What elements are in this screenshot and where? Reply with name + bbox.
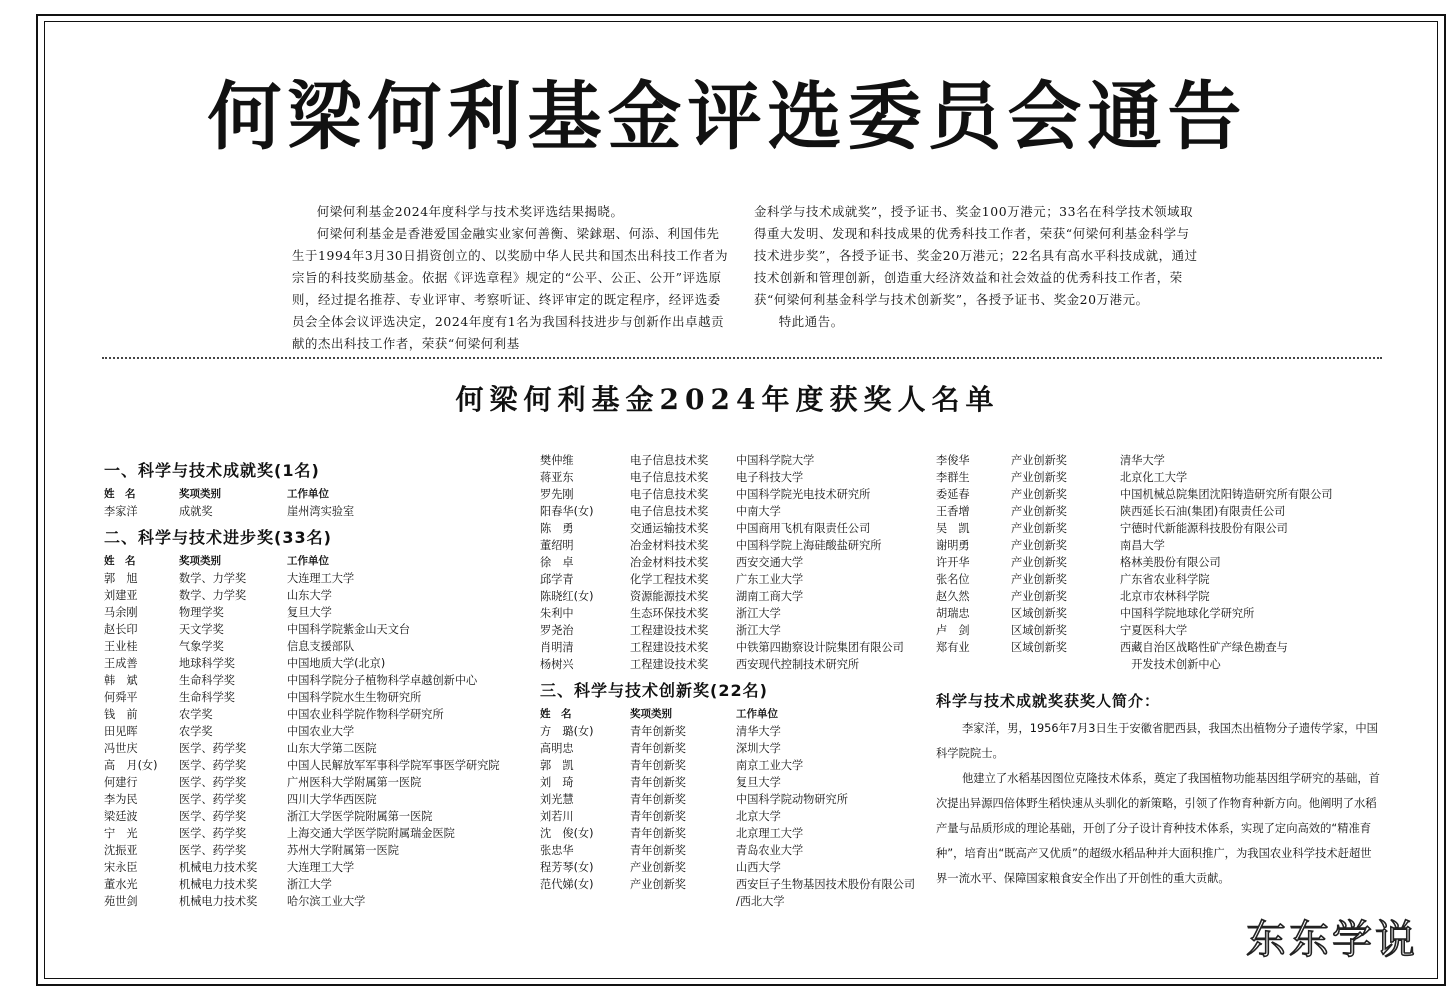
cell-category: 数学、力学奖 [179,572,247,585]
table-row [540,469,925,486]
table-row [936,571,1386,588]
table-row [540,842,925,859]
cell-category: 农学奖 [179,725,213,738]
table-row [936,656,1386,673]
cell-name: 樊仲维 [540,454,574,467]
table-row [104,740,524,757]
cell-unit: 中国人民解放军军事科学院军事医学研究院 [287,759,500,772]
cell-unit: 中国商用飞机有限责任公司 [736,522,871,535]
cell-category: 青年创新奖 [630,793,686,806]
table-row [936,605,1386,622]
cell-category: 产业创新奖 [1011,590,1067,603]
bio-title: 科学与技术成就奖获奖人简介： [936,692,1161,710]
cell-category: 医学、药学奖 [179,759,247,772]
cell-unit: 复旦大学 [736,776,781,789]
bio-paragraph: 李家洋，男，1956年7月3日生于安徽省肥西县，我国杰出植物分子遗传学家，中国科学院院士。 [936,722,1378,760]
cell-unit: 北京大学 [736,810,781,823]
table-row [540,452,925,469]
cell-category: 产业创新奖 [1011,522,1067,535]
cell-name: 陈 勇 [540,522,574,535]
cell-category: 电子信息技术奖 [630,488,709,501]
cell-name: 马余刚 [104,606,138,619]
table-row [936,588,1386,605]
table-row [540,588,925,605]
cell-unit: 浙江大学 [287,878,332,891]
cell-name: 李俊华 [936,454,970,467]
cell-category: 工程建设技术奖 [630,624,709,637]
header-name: 姓 名 [104,555,136,567]
cell-category: 产业创新奖 [1011,573,1067,586]
cell-name: 蒋亚东 [540,471,574,484]
progress-table [104,553,524,910]
table-row [104,604,524,621]
cell-category: 青年创新奖 [630,810,686,823]
cell-name: 沈 俊(女) [540,827,594,840]
header-unit: 工作单位 [736,708,778,720]
table-row [104,706,524,723]
cell-name: 李群生 [936,471,970,484]
cell-name: 朱利中 [540,607,574,620]
section-title-progress: 二、科学与技术进步奖(33名) [104,528,332,547]
cell-category: 产业创新奖 [1011,471,1067,484]
table-row [936,537,1386,554]
cell-category: 气象学奖 [179,640,224,653]
cell-unit: 山东大学 [287,589,332,602]
innovation-rows [540,723,925,910]
cell-unit: 中国科学院光电技术研究所 [736,488,871,501]
cell-unit: 中国科学院大学 [736,454,815,467]
cell-unit: 北京化工大学 [1120,471,1188,484]
header-name: 姓 名 [104,488,136,500]
cell-name: 王成善 [104,657,138,670]
cell-name: 何建行 [104,776,138,789]
table-row [104,876,524,893]
cell-unit: 中国科学院动物研究所 [736,793,848,806]
table-row [936,554,1386,571]
cell-name: 李为民 [104,793,138,806]
cell-name: 赵久然 [936,590,970,603]
cell-name: 肖明清 [540,641,574,654]
cell-name: 韩 斌 [104,674,138,687]
cell-category: 青年创新奖 [630,844,686,857]
cell-name: 董绍明 [540,539,574,552]
cell-name: 宁 光 [104,827,138,840]
cell-unit: 青岛农业大学 [736,844,804,857]
cell-name: 高 月(女) [104,759,158,772]
achievement-rows [104,503,524,520]
cell-category: 产业创新奖 [1011,488,1067,501]
table-row [936,469,1386,486]
cell-name: 郑有业 [936,641,970,654]
cell-unit: 浙江大学 [736,607,781,620]
innovation-table-continued [936,452,1386,673]
intro-paragraph: 何梁何利基金是香港爱国金融实业家何善衡、梁銶琚、何添、利国伟先生于1994年3月30日捐资创立的、以奖励中华人民共和国杰出科技工作者为宗旨的科技奖励基金。依据《评选章程》规定的“公平、公正、公开”评选原则，经过提名推荐、专业评审、考察听证、终评审定的既定程序，经评选委员会全体会议评选决定，2024年度有1名为我国科技进步与创新作出卓越贡献的杰出科技工作者，荣获“何梁何利基 [292,226,729,351]
table-row [104,893,524,910]
cell-unit: 清华大学 [1120,454,1165,467]
table-row [540,774,925,791]
table-row [540,622,925,639]
table-row [540,740,925,757]
cell-category: 区域创新奖 [1011,607,1067,620]
cell-unit: 四川大学华西医院 [287,793,377,806]
cell-unit: 崖州湾实验室 [287,505,355,518]
cell-name: 赵长印 [104,623,138,636]
cell-unit: 中南大学 [736,505,781,518]
cell-unit: 南京工业大学 [736,759,804,772]
cell-category: 医学、药学奖 [179,793,247,806]
cell-unit: /西北大学 [736,895,785,908]
cell-name: 范代娣(女) [540,878,594,891]
cell-unit: 北京理工大学 [736,827,804,840]
cell-name: 卢 剑 [936,624,970,637]
table-header [540,706,925,723]
cell-category: 产业创新奖 [1011,505,1067,518]
cell-name: 刘建亚 [104,589,138,602]
table-row [540,893,925,910]
cell-name: 胡瑞忠 [936,607,970,620]
header-category: 奖项类别 [630,708,672,720]
intro-closing: 特此通告。 [778,314,844,329]
section-title-innovation: 三、科学与技术创新奖(22名) [540,681,768,700]
cell-name: 张忠华 [540,844,574,857]
cell-unit: 西藏自治区战略性矿产绿色勘查与 [1120,641,1288,654]
cell-name: 许开华 [936,556,970,569]
table-row [104,859,524,876]
cell-category: 机械电力技术奖 [179,878,258,891]
cell-unit: 电子科技大学 [736,471,804,484]
table-row [540,757,925,774]
cell-name: 董水光 [104,878,138,891]
cell-unit: 西安现代控制技术研究所 [736,658,860,671]
cell-unit: 苏州大学附属第一医院 [287,844,399,857]
cell-name: 王香增 [936,505,970,518]
cell-name: 刘 琦 [540,776,574,789]
table-row [104,774,524,791]
table-row [104,655,524,672]
header-unit: 工作单位 [287,555,329,567]
cell-unit: 陕西延长石油(集团)有限责任公司 [1120,505,1286,518]
table-header [104,553,524,570]
cell-category: 医学、药学奖 [179,827,247,840]
cell-unit: 北京市农林科学院 [1120,590,1210,603]
cell-category: 天文学奖 [179,623,224,636]
cell-name: 田见晖 [104,725,138,738]
table-row [104,503,524,520]
cell-unit: 清华大学 [736,725,781,738]
table-row [104,808,524,825]
table-row [104,757,524,774]
cell-name: 张名位 [936,573,970,586]
cell-category: 产业创新奖 [630,861,686,874]
cell-name: 苑世剑 [104,895,138,908]
cell-unit: 深圳大学 [736,742,781,755]
cell-category: 医学、药学奖 [179,844,247,857]
table-row [540,571,925,588]
table-row [540,656,925,673]
cell-name: 委延春 [936,488,970,501]
header-name: 姓 名 [540,708,572,720]
table-row [104,638,524,655]
cell-name: 王业桂 [104,640,138,653]
cell-category: 产业创新奖 [630,878,686,891]
table-row [104,621,524,638]
cell-unit: 山东大学第二医院 [287,742,377,755]
cell-category: 产业创新奖 [1011,454,1067,467]
intro-right-column [754,201,1198,333]
table-row [104,587,524,604]
cell-category: 生态环保技术奖 [630,607,709,620]
cell-category: 电子信息技术奖 [630,471,709,484]
table-row [936,452,1386,469]
table-row [540,554,925,571]
cell-name: 陈晓红(女) [540,590,594,603]
table-row [540,723,925,740]
cell-unit: 浙江大学 [736,624,781,637]
cell-unit: 复旦大学 [287,606,332,619]
cell-category: 青年创新奖 [630,742,686,755]
cell-name: 罗先刚 [540,488,574,501]
cell-category: 医学、药学奖 [179,776,247,789]
table-row [540,791,925,808]
cell-category: 农学奖 [179,708,213,721]
cell-category: 产业创新奖 [1011,556,1067,569]
cell-unit: 广东工业大学 [736,573,804,586]
cell-name: 刘若川 [540,810,574,823]
table-row [936,486,1386,503]
cell-category: 生命科学奖 [179,674,235,687]
cell-name: 方 璐(女) [540,725,594,738]
achievement-table [104,486,524,520]
cell-name: 高明忠 [540,742,574,755]
cell-unit: 开发技术创新中心 [1120,658,1221,671]
cell-name: 宋永臣 [104,861,138,874]
winners-list-title: 何梁何利基金2024年度获奖人名单 [455,383,1000,416]
cell-name: 谢明勇 [936,539,970,552]
table-row [540,859,925,876]
table-row [104,672,524,689]
table-row [540,639,925,656]
cell-unit: 西安巨子生物基因技术股份有限公司 [736,878,916,891]
cell-category: 物理学奖 [179,606,224,619]
table-row [540,520,925,537]
table-row [936,639,1386,656]
cell-category: 区域创新奖 [1011,641,1067,654]
cell-name: 沈振亚 [104,844,138,857]
cell-unit: 山西大学 [736,861,781,874]
cell-category: 医学、药学奖 [179,742,247,755]
cell-category: 青年创新奖 [630,759,686,772]
cell-unit: 哈尔滨工业大学 [287,895,366,908]
cell-unit: 西安交通大学 [736,556,804,569]
cell-category: 交通运输技术奖 [630,522,709,535]
cell-unit: 上海交通大学医学院附属瑞金医院 [287,827,455,840]
table-row [540,825,925,842]
cell-category: 青年创新奖 [630,725,686,738]
table-row [104,791,524,808]
cell-unit: 中国机械总院集团沈阳铸造研究所有限公司 [1120,488,1333,501]
cell-unit: 大连理工大学 [287,861,355,874]
table-row [104,842,524,859]
cell-unit: 中国科学院水生生物研究所 [287,691,422,704]
cell-category: 冶金材料技术奖 [630,539,709,552]
cell-unit: 中国科学院紫金山天文台 [287,623,411,636]
cell-category: 数学、力学奖 [179,589,247,602]
progress-rows [104,570,524,910]
cell-name: 阳春华(女) [540,505,594,518]
cell-name: 李家洋 [104,505,138,518]
header-unit: 工作单位 [287,488,329,500]
cell-unit: 浙江大学医学院附属第一医院 [287,810,433,823]
table-row [936,503,1386,520]
cell-category: 资源能源技术奖 [630,590,709,603]
cell-name: 徐 卓 [540,556,574,569]
progress-table-continued [540,452,925,673]
cell-unit: 湖南工商大学 [736,590,804,603]
cell-unit: 宁德时代新能源科技股份有限公司 [1120,522,1288,535]
watermark: 东东学说 [1246,917,1418,963]
section-title-achievement: 一、科学与技术成就奖(1名) [104,461,320,480]
cell-name: 刘光慧 [540,793,574,806]
cell-category: 医学、药学奖 [179,810,247,823]
cell-category: 化学工程技术奖 [630,573,709,586]
cell-name: 何舜平 [104,691,138,704]
cell-name: 冯世庆 [104,742,138,755]
cell-unit: 中国地质大学(北京) [287,657,386,670]
cell-name: 郭 旭 [104,572,138,585]
cell-unit: 格林美股份有限公司 [1120,556,1221,569]
header-category: 奖项类别 [179,555,221,567]
table-row [540,503,925,520]
cell-unit: 南昌大学 [1120,539,1165,552]
table-row [936,622,1386,639]
cell-category: 机械电力技术奖 [179,895,258,908]
intro-paragraph: 金科学与技术成就奖”，授予证书、奖金100万港元；33名在科学技术领域取得重大发明、发现和科技成果的优秀科技工作者，荣获“何梁何利基金科学与技术进步奖”，各授予证书、奖金20万港元；22名具有高水平科技成就，通过技术创新和管理创新，创造重大经济效益和社会效益的优秀科技工作者，荣获“何梁何利基金科学与技术创新奖”，各授予证书、奖金20万港元。 [754,204,1198,307]
table-row [540,486,925,503]
cell-name: 杨树兴 [540,658,574,671]
cell-unit: 中国科学院上海硅酸盐研究所 [736,539,882,552]
table-row [540,876,925,893]
cell-name: 程芳琴(女) [540,861,594,874]
intro-left-column [292,201,732,355]
table-header [104,486,524,503]
cell-category: 工程建设技术奖 [630,658,709,671]
cell-category: 区域创新奖 [1011,624,1067,637]
cell-unit: 大连理工大学 [287,572,355,585]
cell-unit: 中国农业大学 [287,725,355,738]
cell-category: 青年创新奖 [630,827,686,840]
innovation-table [540,706,925,910]
cell-category: 工程建设技术奖 [630,641,709,654]
intro-paragraph: 何梁何利基金2024年度科学与技术奖评选结果揭晓。 [316,204,624,219]
cell-category: 冶金材料技术奖 [630,556,709,569]
header-category: 奖项类别 [179,488,221,500]
table-row [104,825,524,842]
bio-paragraph: 他建立了水稻基因图位克隆技术体系，奠定了我国植物功能基因组学研究的基础，首次提出异源四倍体野生稻快速从头驯化的新策略，引领了作物育种新方向。他阐明了水稻产量与品质形成的理论基础，开创了分子设计育种技术体系，实现了定向高效的“精准育种”，培育出“既高产又优质”的超级水稻品种并大面积推广，为我国农业科学技术赶超世界一流水平、保障国家粮食安全作出了开创性的重大贡献。 [936,772,1380,885]
cell-category: 生命科学奖 [179,691,235,704]
cell-unit: 广东省农业科学院 [1120,573,1210,586]
cell-name: 吴 凯 [936,522,970,535]
table-row [540,605,925,622]
cell-unit: 信息支援部队 [287,640,355,653]
cell-unit: 中国农业科学院作物科学研究所 [287,708,444,721]
progress-rows-continued [540,452,925,673]
table-row [104,570,524,587]
cell-name: 邱学青 [540,573,574,586]
table-row [540,537,925,554]
table-row [104,723,524,740]
table-row [936,520,1386,537]
cell-name: 钱 前 [104,708,138,721]
cell-category: 地球科学奖 [179,657,235,670]
cell-unit: 中国科学院地球化学研究所 [1120,607,1255,620]
bio-text [936,716,1382,891]
cell-category: 电子信息技术奖 [630,454,709,467]
cell-unit: 中国科学院分子植物科学卓越创新中心 [287,674,478,687]
table-row [540,808,925,825]
cell-unit: 宁夏医科大学 [1120,624,1188,637]
cell-category: 产业创新奖 [1011,539,1067,552]
cell-name: 罗尧治 [540,624,574,637]
cell-category: 成就奖 [179,505,213,518]
table-row [104,689,524,706]
innovation-rows-continued [936,452,1386,673]
cell-unit: 中铁第四勘察设计院集团有限公司 [736,641,904,654]
cell-category: 机械电力技术奖 [179,861,258,874]
cell-category: 青年创新奖 [630,776,686,789]
cell-name: 梁廷波 [104,810,138,823]
notice-title: 何梁何利基金评选委员会通告 [207,74,1248,160]
cell-name: 郭 凯 [540,759,574,772]
cell-category: 电子信息技术奖 [630,505,709,518]
cell-unit: 广州医科大学附属第一医院 [287,776,422,789]
dotted-divider [102,357,1382,359]
